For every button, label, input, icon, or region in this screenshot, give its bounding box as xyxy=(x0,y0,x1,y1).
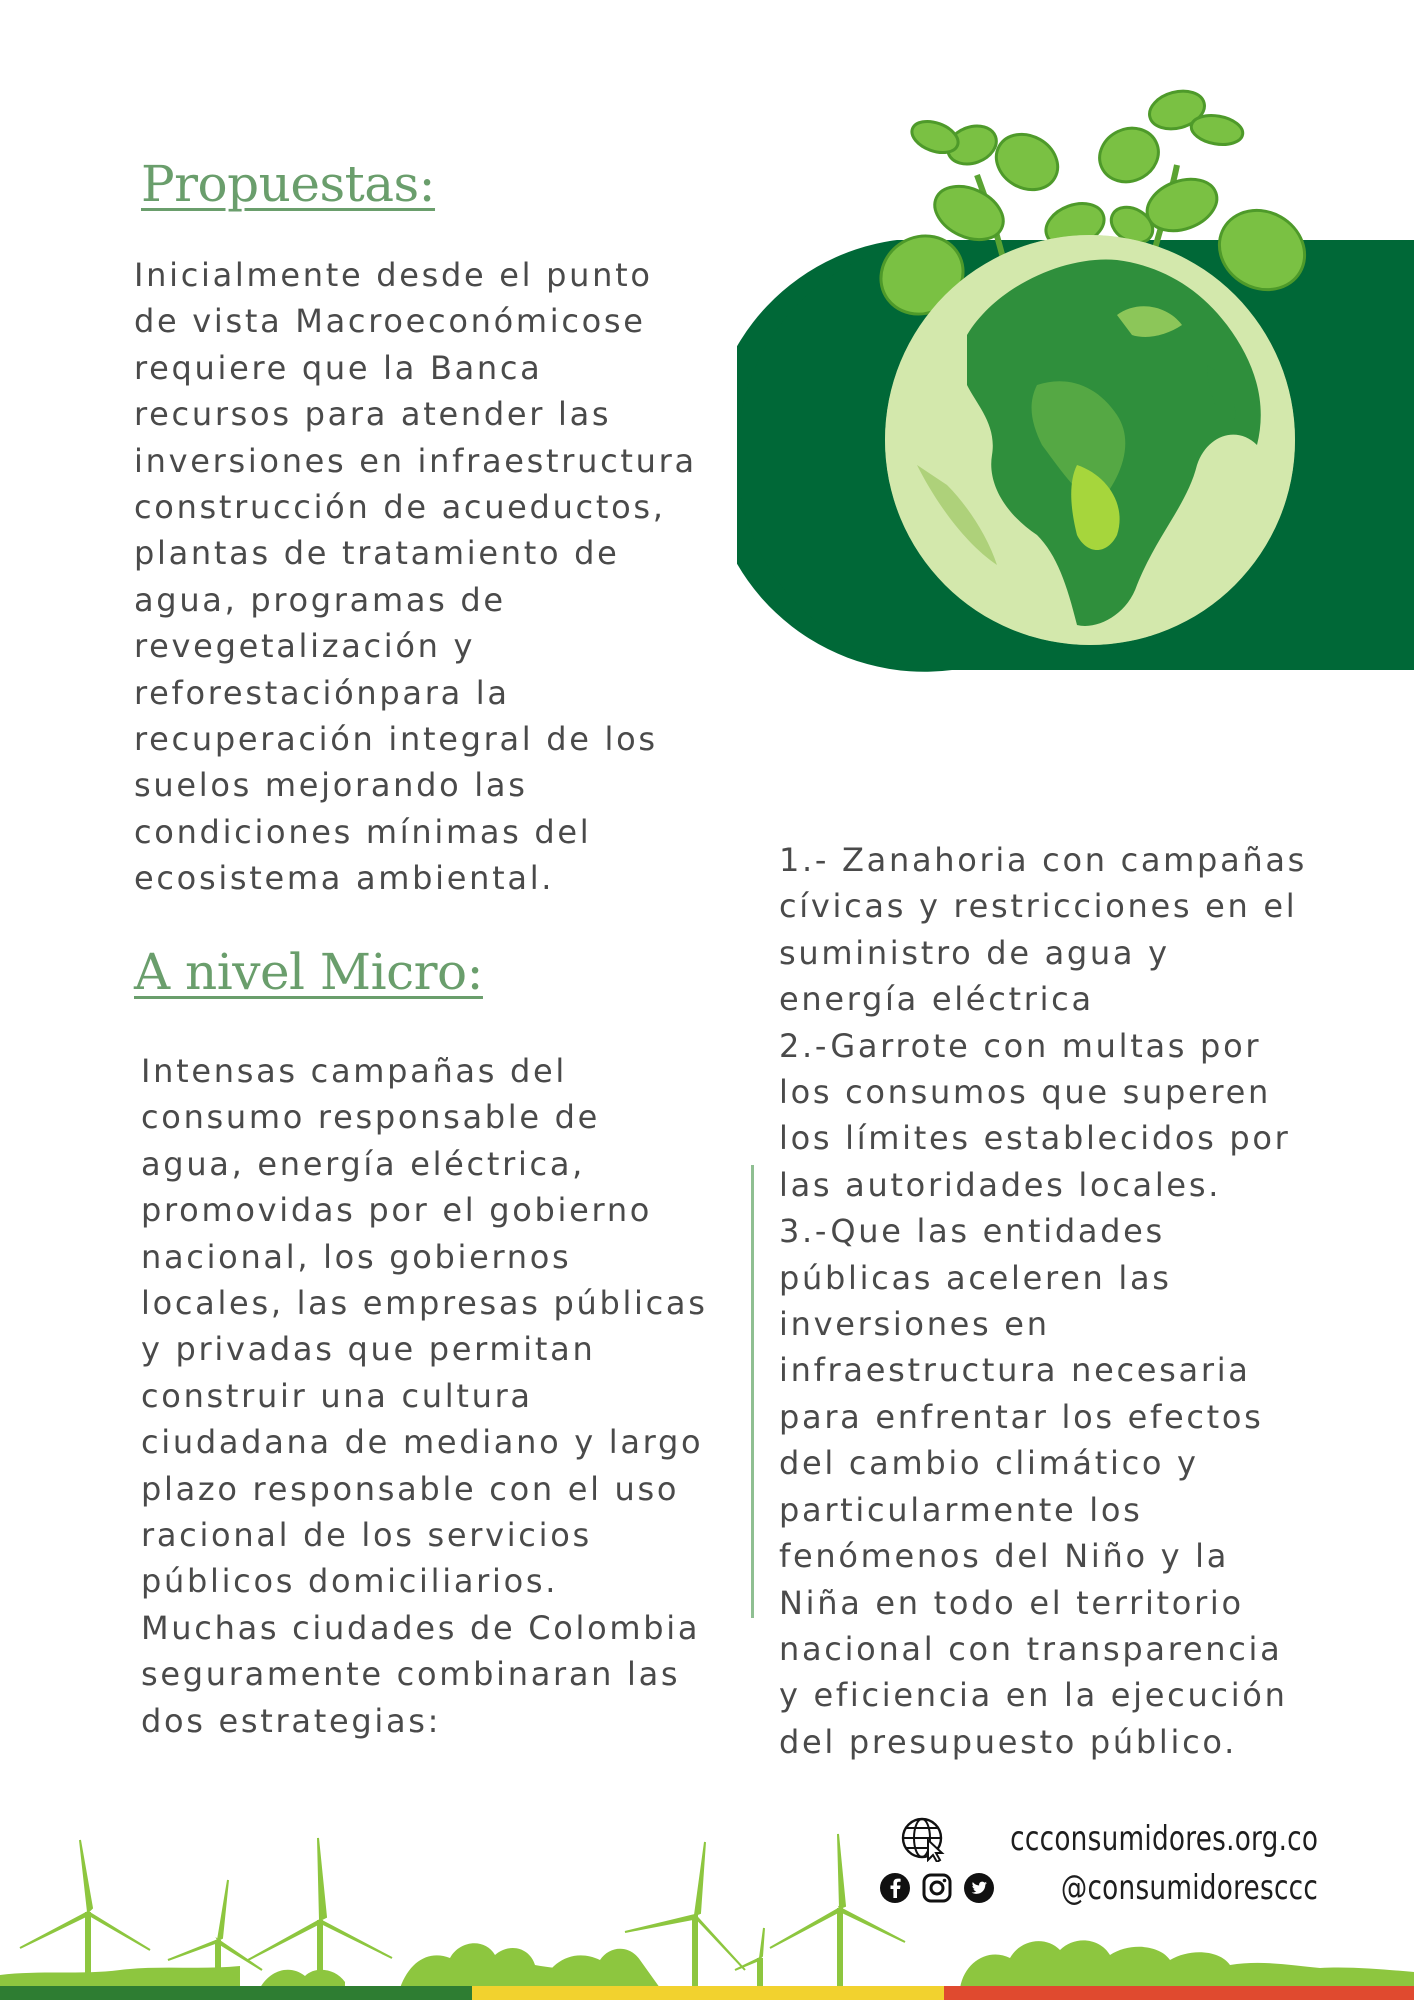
paragraph-macro: Inicialmente desde el punto de vista Macroeconómicose requiere que la Banca recursos para atender las inversiones en infraestructura construcción de acueductos, plantas de tratamiento de agua, programas de revegetalización y reforestaciónpara la recuperación integral de los suelos mejorando las condiciones mínimas del ecosistema ambiental. xyxy=(134,256,697,898)
paragraph-strategies-list: 1.- Zanahoria con campañas cívicas y restricciones en el suministro de agua y energía eléctrica 2.-Garrote con multas por los consumos que superen los límites establecidos por las autoridades locales. 3.-Que las entidades públicas aceleren las inversiones en infraestructura necesaria para enfrentar los efectos del cambio climático y particularmente los fenómenos del Niño y la Niña en todo el territorio nacional con transparencia y eficiencia en la ejecución del presupuesto público. xyxy=(779,841,1308,1761)
paragraph-micro: Intensas campañas del consumo responsable de agua, energía eléctrica, promovidas por el gobierno nacional, los gobiernos locales, las empresas públicas y privadas que permitan construir una cultura ciudadana de mediano y largo plazo responsable con el uso racional de los servicios públicos domiciliarios. Muchas ciudades de Colombia seguramente combinaran las dos estrategias: xyxy=(141,1052,708,1740)
wind-farm-footer xyxy=(0,1820,1414,1988)
column-divider xyxy=(751,1165,754,1618)
flag-stripe-red xyxy=(944,1986,1414,2000)
globe-plants-illustration xyxy=(737,85,1414,675)
heading-propuestas: Propuestas: xyxy=(141,155,436,213)
flag-stripe-green xyxy=(0,1986,472,2000)
heading-micro: A nivel Micro: xyxy=(134,943,483,1001)
earth-globe xyxy=(885,235,1295,645)
website-link[interactable]: ccconsumidores.org.co xyxy=(1009,1819,1318,1859)
flag-stripe-yellow xyxy=(472,1986,944,2000)
social-handle[interactable]: @consumidoresccc xyxy=(1060,1868,1318,1908)
